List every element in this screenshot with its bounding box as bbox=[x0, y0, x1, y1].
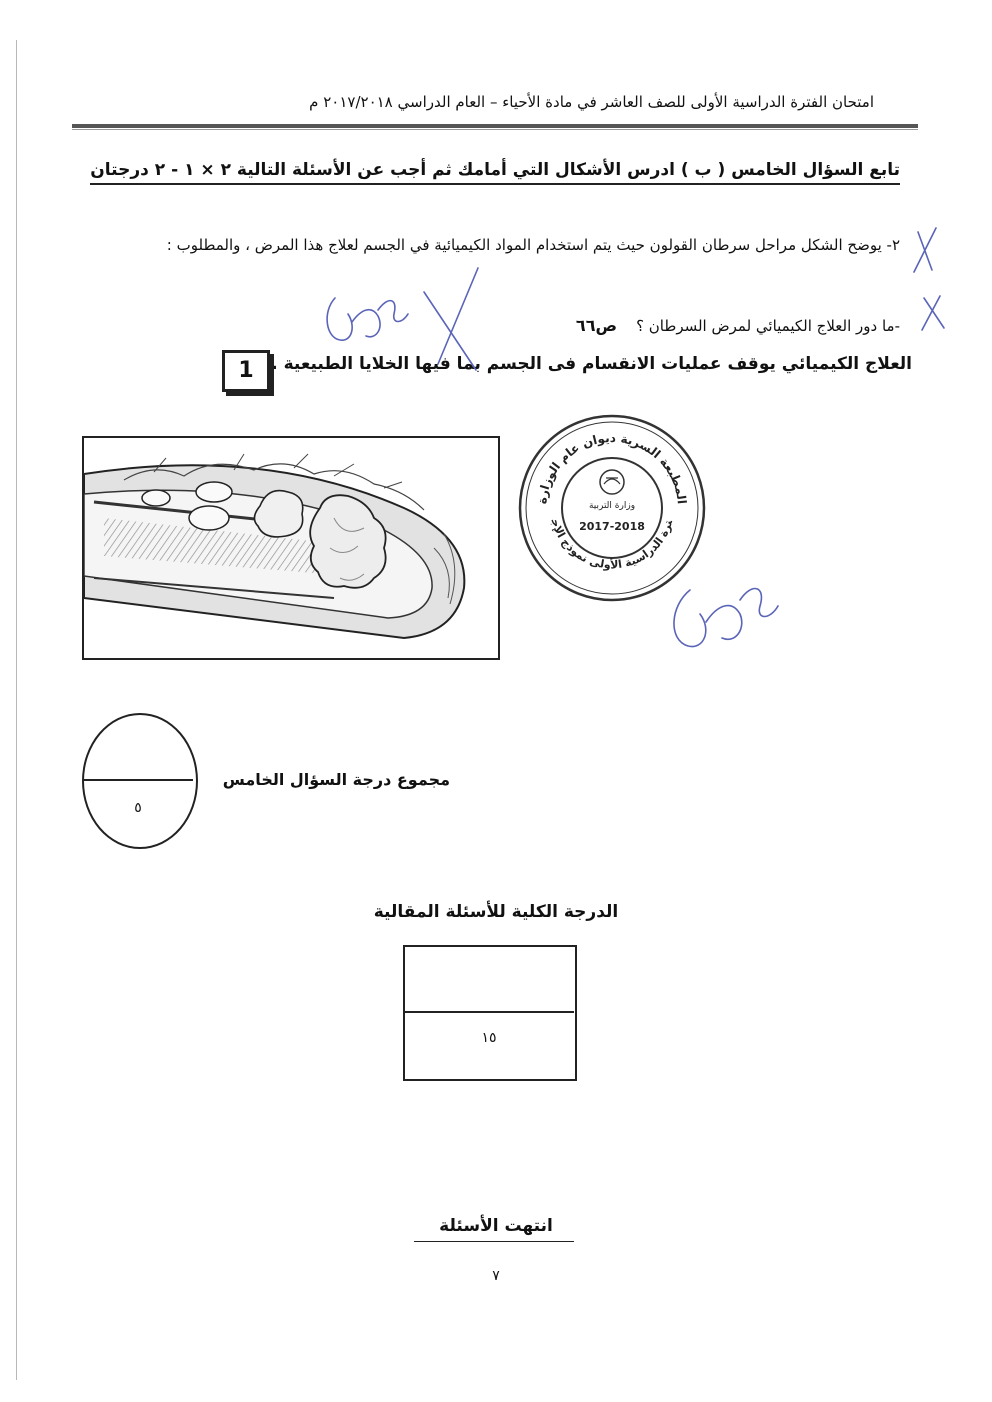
stamp-center-text: وزارة التربية bbox=[588, 501, 636, 511]
exam-header: امتحان الفترة الدراسية الأولى للصف العاشر في مادة الأحياء – العام الدراسي ٢٠١٧/٢٠١٨ م bbox=[309, 93, 874, 111]
essay-max-score: ١٥ bbox=[481, 1030, 497, 1046]
answer-text: العلاج الكيميائي يوقف عمليات الانقسام فى الجسم بما فيها الخلايا الطبيعية . bbox=[271, 354, 912, 374]
stamp-top-text: المطبعة السرية ديوان عام الوزارة bbox=[535, 430, 689, 505]
end-of-questions: انتهت الأسئلة bbox=[439, 1216, 553, 1236]
sub-question-text: -ما دور العلاج الكيميائي لمرض السرطان ؟ bbox=[636, 317, 900, 335]
page-number: ٧ bbox=[492, 1268, 500, 1284]
page-reference: ص٦٦ bbox=[575, 316, 617, 335]
emblem-icon bbox=[600, 470, 624, 494]
mark-box: 1 bbox=[222, 350, 270, 392]
large-cross-icon bbox=[424, 268, 478, 370]
initials-signature-top-icon bbox=[327, 298, 408, 340]
essay-score-box bbox=[403, 945, 577, 1081]
cross-mark-middle-icon bbox=[922, 296, 944, 330]
cross-mark-top-icon bbox=[914, 228, 936, 272]
score-circle-divider bbox=[83, 779, 193, 781]
end-underline bbox=[414, 1241, 574, 1242]
essay-score-divider bbox=[404, 1011, 574, 1013]
question-5-max-score: ٥ bbox=[134, 800, 142, 816]
stamp-bottom-text: ترة الدراسية الأولى نموذج الإجابة bbox=[548, 517, 676, 572]
essay-total-label: الدرجة الكلية للأسئلة المقالية bbox=[373, 902, 619, 922]
question-2-text: ٢- يوضح الشكل مراحل سرطان القولون حيث يتم استخدام المواد الكيميائية في الجسم لعلاج هذا المرض ، والمطلوب : bbox=[166, 236, 900, 254]
colon-cancer-figure bbox=[82, 436, 500, 660]
question-5-score-circle bbox=[82, 713, 198, 849]
stamp-year: 2017-2018 bbox=[579, 520, 645, 533]
official-stamp bbox=[516, 412, 708, 604]
section-title: تابع السؤال الخامس ( ب ) ادرس الأشكال التي أمامك ثم أجب عن الأسئلة التالية ٢ × ١ - ٢ درجتان bbox=[90, 160, 900, 185]
question-5-total-label: مجموع درجة السؤال الخامس bbox=[222, 770, 450, 789]
